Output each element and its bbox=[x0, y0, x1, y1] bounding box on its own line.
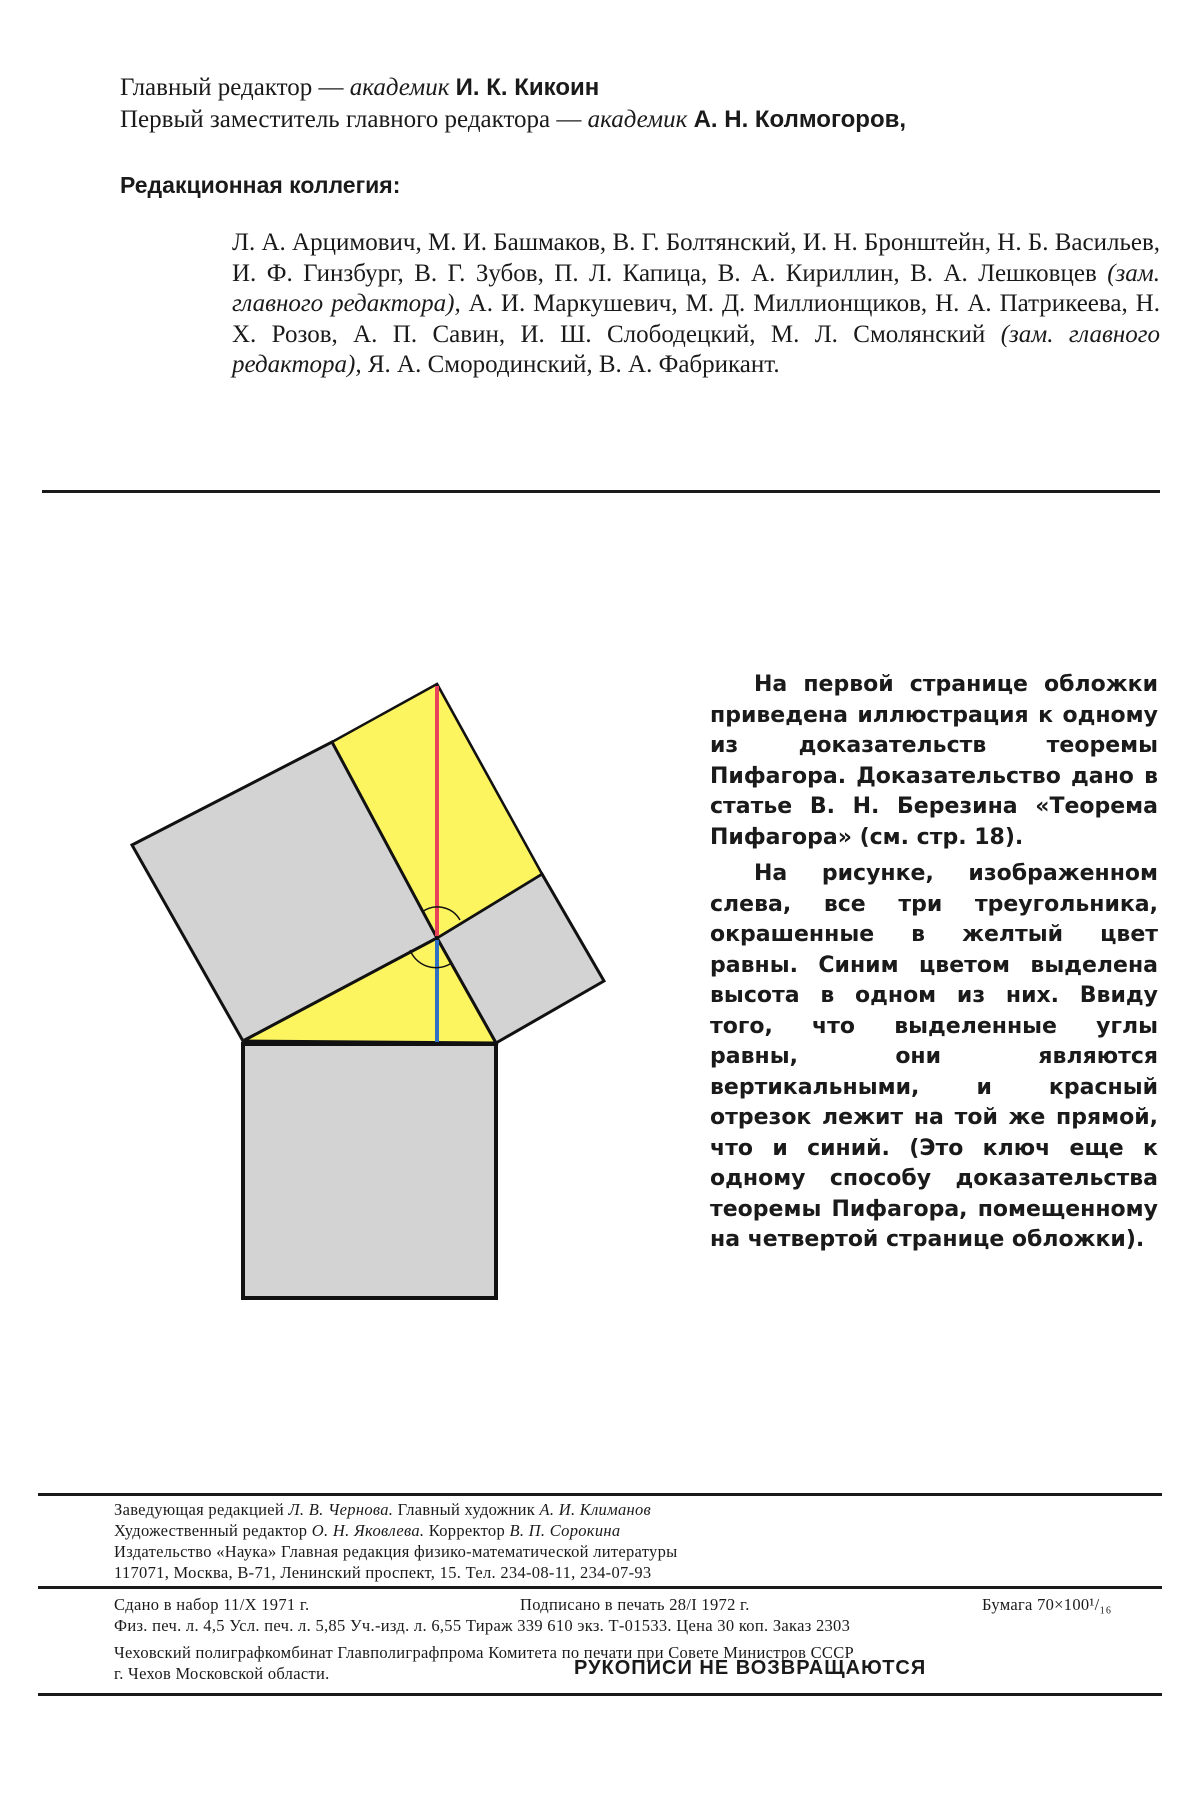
imprint-line-1 bbox=[114, 1500, 651, 1520]
figure-caption bbox=[710, 670, 1158, 1256]
chief-editor-name: И. К. Кикоин bbox=[455, 74, 600, 101]
editorial-board-members bbox=[232, 228, 1160, 381]
imprint-line-5-a: Сдано в набор 11/X 1971 г. bbox=[114, 1595, 310, 1614]
manuscripts-not-returned-notice: РУКОПИСИ НЕ ВОЗВРАЩАЮТСЯ bbox=[574, 1657, 927, 1679]
imprint-line-3: Издательство «Наука» Главная редакция физико-математической литературы bbox=[114, 1542, 678, 1561]
imprint-line-2-a: Художественный редактор bbox=[114, 1521, 312, 1540]
imprint-line-8: г. Чехов Московской области. bbox=[114, 1664, 330, 1683]
caption-paragraph-1: На первой странице обложки приведена иллюстрация к одному из доказательств теоремы Пифагора. Доказательство дано в статье В. Н. Березина «Теорема Пифагора» (см. стр. 18). bbox=[710, 672, 1158, 850]
imprint-line-1-d: А. И. Климанов bbox=[539, 1500, 651, 1519]
imprint-divider-top bbox=[38, 1493, 1162, 1496]
deputy-editor-title: академик bbox=[587, 106, 688, 133]
imprint-line-7: Чеховский полиграфкомбинат Главполиграфпрома Комитета по печати при Совете Министров СССР bbox=[114, 1643, 854, 1662]
imprint-line-1-b: Л. В. Чернова. bbox=[288, 1500, 394, 1519]
imprint-divider-middle bbox=[38, 1586, 1162, 1589]
deputy-editor-name: А. Н. Колмогоров, bbox=[693, 106, 907, 133]
pythagoras-figure bbox=[100, 650, 640, 1330]
imprint-line-2 bbox=[114, 1521, 620, 1541]
deputy-editor-prefix: Первый заместитель главного редактора — bbox=[120, 106, 588, 133]
imprint-line-4: 117071, Москва, В-71, Ленинский проспект, 15. Тел. 234-08-11, 234-07-93 bbox=[114, 1563, 652, 1582]
imprint-line-2-c: Корректор bbox=[424, 1521, 510, 1540]
deputy-note-1: (зам. главного редактора), bbox=[232, 259, 1160, 317]
deputy-note-2: (зам. главного редактора), bbox=[232, 320, 1161, 378]
chief-editor-line bbox=[120, 74, 599, 102]
board-members-part-3: Я. А. Смородинский, В. А. Фабрикант. bbox=[361, 351, 780, 378]
editorial-board-heading: Редакционная коллегия: bbox=[120, 172, 401, 198]
imprint-line-6: Физ. печ. л. 4,5 Усл. печ. л. 5,85 Уч.-изд. л. 6,55 Тираж 339 610 экз. Т-01533. Цена 30 коп. Заказ 2303 bbox=[114, 1616, 851, 1635]
caption-paragraph-2: На рисунке, изображенном слева, все три треугольника, окрашенные в желтый цвет равны. Синим цветом выделена высота в одном из них. Ввиду того, что выделенные углы равны, они являются вертикальными, и красный отрезок лежит на той же прямой, что и синий. (Это ключ еще к одному способу доказательства теоремы Пифагора, помещенному на четвертой странице обложки). bbox=[710, 861, 1158, 1252]
header-divider bbox=[42, 490, 1160, 493]
chief-editor-prefix: Главный редактор — bbox=[120, 74, 350, 101]
board-members-part-1: Л. А. Арцимович, М. И. Башмаков, В. Г. Болтянский, И. Н. Бронштейн, Н. Б. Васильев, И. Ф. Гинзбург, В. Г. Зубов, П. Л. Капица, В. А. Кириллин, В. А. Лешковцев bbox=[232, 229, 1160, 287]
imprint-line-2-d: В. П. Сорокина bbox=[509, 1521, 621, 1540]
chief-editor-title: академик bbox=[349, 74, 450, 101]
imprint-line-2-b: О. Н. Яковлева. bbox=[311, 1521, 425, 1540]
hypotenuse-square bbox=[243, 1044, 496, 1298]
deputy-editor-line bbox=[120, 106, 906, 134]
imprint-line-5-b: Подписано в печать 28/I 1972 г. bbox=[520, 1595, 750, 1614]
board-members-part-2: А. И. Маркушевич, М. Д. Миллионщиков, Н. А. Патрикеева, Н. Х. Розов, А. П. Савин, И. Ш. Слободецкий, М. Л. Смолянский bbox=[232, 290, 1160, 348]
imprint-line-1-a: Заведующая редакцией bbox=[114, 1500, 289, 1519]
imprint-line-5-c: Бумага 70×100¹/₁₆ bbox=[982, 1595, 1112, 1614]
imprint-line-1-c: Главный художник bbox=[393, 1500, 540, 1519]
imprint-divider-bottom bbox=[38, 1693, 1162, 1696]
